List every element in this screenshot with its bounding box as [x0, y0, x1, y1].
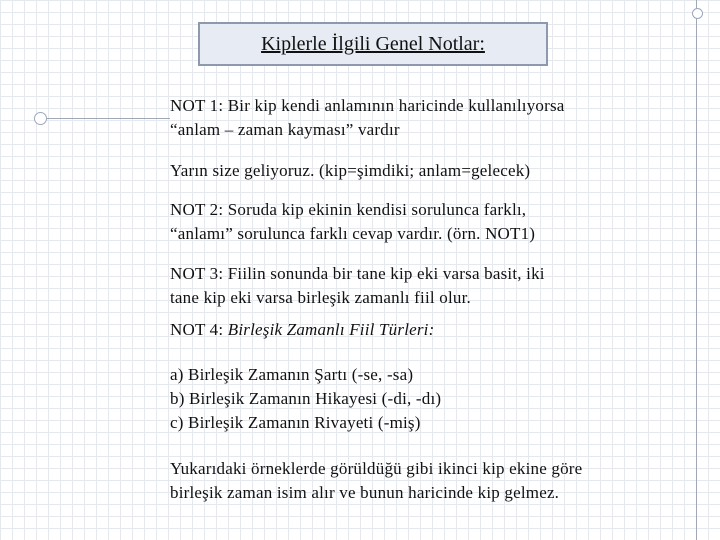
note-1-line-2: “anlam – zaman kayması” vardır	[170, 120, 400, 139]
compound-tense-list	[170, 363, 700, 435]
note-2-line-1: NOT 2: Soruda kip ekinin kendisi sorulunca farklı,	[170, 200, 527, 219]
closing-line-2: birleşik zaman isim alır ve bunun haricinde kip gelmez.	[170, 483, 560, 502]
note-3-line-1: NOT 3: Fiilin sonunda bir tane kip eki varsa basit, iki	[170, 264, 545, 283]
note-3	[170, 262, 700, 310]
note-4-prefix: NOT 4:	[170, 320, 228, 339]
list-item-c: c) Birleşik Zamanın Rivayeti (-miş)	[170, 413, 421, 432]
title-box	[198, 22, 548, 66]
note-2	[170, 198, 700, 246]
note-1	[170, 94, 700, 142]
deco-vertical-circle	[692, 8, 703, 19]
note-4-italic-label: Birleşik Zamanlı Fiil Türleri:	[227, 320, 435, 339]
note-4-line	[170, 318, 700, 342]
example-sentence	[170, 159, 700, 183]
notes-body	[170, 94, 700, 505]
closing-note	[170, 457, 700, 505]
note-4	[170, 318, 700, 342]
slide-title: Kiplerle İlgili Genel Notlar:	[261, 32, 485, 55]
list-item-b: b) Birleşik Zamanın Hikayesi (-di, -dı)	[170, 389, 442, 408]
closing-line-1: Yukarıdaki örneklerde görüldüğü gibi ikinci kip ekine göre	[170, 459, 583, 478]
deco-circle	[34, 112, 47, 125]
note-2-line-2: “anlamı” sorulunca farklı cevap vardır. (örn. NOT1)	[170, 224, 536, 243]
note-1-line-1: NOT 1: Bir kip kendi anlamının haricinde kullanılıyorsa	[170, 96, 565, 115]
deco-horizontal-line	[40, 118, 170, 119]
note-3-line-2: tane kip eki varsa birleşik zamanlı fiil olur.	[170, 288, 471, 307]
list-item-a: a) Birleşik Zamanın Şartı (-se, -sa)	[170, 365, 414, 384]
example-line: Yarın size geliyoruz. (kip=şimdiki; anlam=gelecek)	[170, 161, 531, 180]
